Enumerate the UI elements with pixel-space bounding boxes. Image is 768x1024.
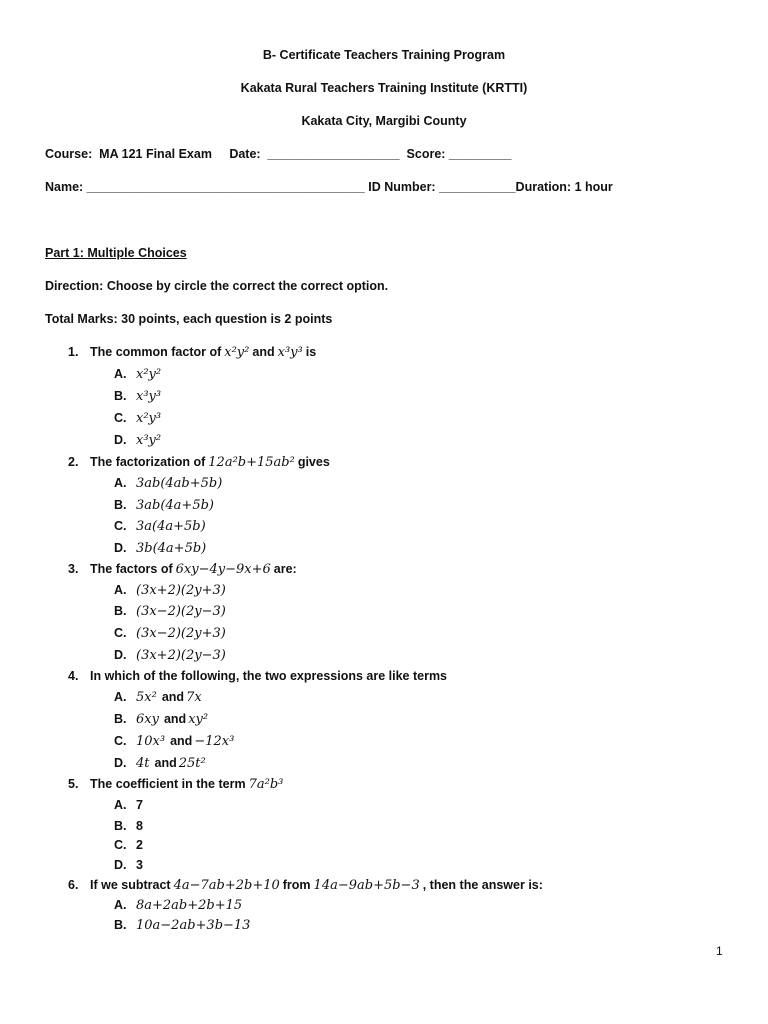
course-line: Course: MA 121 Final Exam Date: ___________________ Score: _________: [45, 147, 512, 161]
question-expression: 4a−7ab+2b+10: [173, 878, 280, 893]
question-3: [68, 562, 297, 577]
option-expression: (3x+2)(2y+3): [136, 583, 226, 598]
option-letter: D.: [114, 858, 127, 872]
option-connector: and: [161, 690, 185, 704]
option-text: 7: [136, 798, 143, 812]
option-2d[interactable]: [114, 541, 209, 556]
option-3c[interactable]: [114, 626, 229, 641]
question-stem: gives: [297, 455, 330, 469]
option-2c[interactable]: [114, 519, 209, 534]
option-expression: (3x−2)(2y−3): [136, 604, 226, 619]
option-letter: A.: [114, 898, 127, 912]
option-letter: B.: [114, 498, 127, 512]
option-letter: A.: [114, 583, 127, 597]
option-letter: B.: [114, 918, 127, 932]
question-stem: The coefficient in the term: [90, 777, 246, 791]
question-number: 1.: [68, 345, 79, 359]
question-5: [68, 777, 286, 792]
option-expression: 10x³: [136, 734, 166, 749]
question-number: 4.: [68, 669, 79, 683]
option-5d[interactable]: [114, 858, 143, 872]
question-stem: The factorization of: [90, 455, 206, 469]
program-title: B- Certificate Teachers Training Program: [262, 48, 506, 62]
option-letter: D.: [114, 541, 127, 555]
option-3d[interactable]: [114, 648, 229, 663]
name-line: [45, 180, 613, 194]
option-letter: C.: [114, 626, 127, 640]
question-stem: from: [282, 878, 311, 892]
option-expression: 25t²: [178, 756, 206, 771]
option-4c[interactable]: [114, 734, 237, 749]
option-expression: (3x+2)(2y−3): [136, 648, 226, 663]
option-4b[interactable]: [114, 712, 211, 727]
option-letter: C.: [114, 838, 127, 852]
option-letter: A.: [114, 690, 127, 704]
question-1: [68, 345, 316, 360]
id-number-field: ID Number: ___________: [368, 180, 516, 194]
option-3a[interactable]: [114, 583, 229, 598]
duration-field: Duration: 1 hour: [515, 180, 613, 194]
question-4: [68, 669, 447, 683]
option-expression: x²y³: [136, 411, 162, 426]
option-expression: xy²: [188, 712, 209, 727]
institute-title: Kakata Rural Teachers Training Institute (KRTTI): [240, 81, 528, 95]
option-4a[interactable]: [114, 690, 205, 705]
option-expression: 3ab(4ab+5b): [136, 476, 223, 491]
question-stem: are:: [273, 562, 297, 576]
option-letter: C.: [114, 411, 127, 425]
question-expression: 6xy−4y−9x+6: [175, 562, 271, 577]
question-number: 6.: [68, 878, 79, 892]
option-text: 8: [136, 819, 143, 833]
question-stem: and: [252, 345, 275, 359]
total-marks-text: 30 points, each question is 2 points: [117, 312, 333, 326]
option-expression: 5x²: [136, 690, 157, 705]
option-letter: D.: [114, 648, 127, 662]
option-text: 3: [136, 858, 143, 872]
total-marks-label: Total Marks:: [45, 312, 118, 326]
option-1d[interactable]: [114, 433, 164, 448]
option-expression: −12x³: [194, 734, 235, 749]
question-number: 2.: [68, 455, 79, 469]
question-expression: x³y³: [277, 345, 303, 360]
option-letter: B.: [114, 819, 127, 833]
option-connector: and: [154, 756, 177, 770]
option-1b[interactable]: [114, 389, 164, 404]
option-text: 2: [136, 838, 143, 852]
option-connector: and: [163, 712, 187, 726]
option-expression: 6xy: [136, 712, 159, 727]
question-stem: In which of the following, the two expressions are like terms: [90, 669, 448, 683]
option-2a[interactable]: [114, 476, 225, 491]
option-expression: x³y³: [136, 389, 162, 404]
page-number: 1: [716, 944, 723, 958]
option-letter: C.: [114, 734, 127, 748]
option-6a[interactable]: [114, 898, 245, 913]
question-stem: If we subtract: [90, 878, 171, 892]
option-letter: A.: [114, 476, 127, 490]
question-number: 5.: [68, 777, 79, 791]
option-letter: B.: [114, 712, 127, 726]
option-letter: A.: [114, 367, 127, 381]
question-6: [68, 878, 543, 893]
question-stem: The factors of: [90, 562, 173, 576]
option-expression: 3ab(4a+5b): [136, 498, 214, 513]
option-letter: A.: [114, 798, 127, 812]
option-connector: and: [170, 734, 193, 748]
location-title: Kakata City, Margibi County: [301, 114, 467, 128]
option-5c[interactable]: [114, 838, 143, 852]
option-6b[interactable]: [114, 918, 253, 933]
option-4d[interactable]: [114, 756, 209, 771]
part-title: Part 1: Multiple Choices: [45, 246, 187, 260]
question-stem: is: [305, 345, 317, 359]
option-1c[interactable]: [114, 411, 164, 426]
option-1a[interactable]: [114, 367, 164, 382]
question-expression: 7a²b³: [248, 777, 284, 792]
option-letter: C.: [114, 519, 127, 533]
option-letter: D.: [114, 756, 127, 770]
option-expression: (3x−2)(2y+3): [136, 626, 226, 641]
question-stem: , then the answer is:: [422, 878, 543, 892]
option-expression: 3a(4a+5b): [136, 519, 206, 534]
question-stem: The common factor of: [90, 345, 222, 359]
name-field: Name: ________________________________________: [45, 180, 369, 194]
option-expression: 3b(4a+5b): [136, 541, 207, 556]
option-letter: B.: [114, 604, 127, 618]
question-expression: 14a−9ab+5b−3: [313, 878, 420, 893]
option-expression: 7x: [186, 690, 202, 705]
question-expression: 12a²b+15ab²: [208, 455, 295, 470]
total-marks-line: [45, 312, 332, 326]
option-expression: 4t: [136, 756, 150, 771]
question-2: [68, 455, 330, 470]
question-number: 3.: [68, 562, 79, 576]
option-5b[interactable]: [114, 819, 143, 833]
direction-text: Choose by circle the correct the correct option.: [103, 279, 389, 293]
option-2b[interactable]: [114, 498, 217, 513]
option-letter: D.: [114, 433, 127, 447]
option-expression: 8a+2ab+2b+15: [136, 898, 243, 913]
option-expression: x³y²: [136, 433, 162, 448]
option-3b[interactable]: [114, 604, 229, 619]
option-letter: B.: [114, 389, 127, 403]
direction-line: [45, 279, 388, 293]
question-expression: x²y²: [224, 345, 250, 360]
option-expression: x²y²: [136, 367, 162, 382]
direction-label: Direction:: [45, 279, 104, 293]
option-expression: 10a−2ab+3b−13: [136, 918, 251, 933]
option-5a[interactable]: [114, 798, 143, 812]
